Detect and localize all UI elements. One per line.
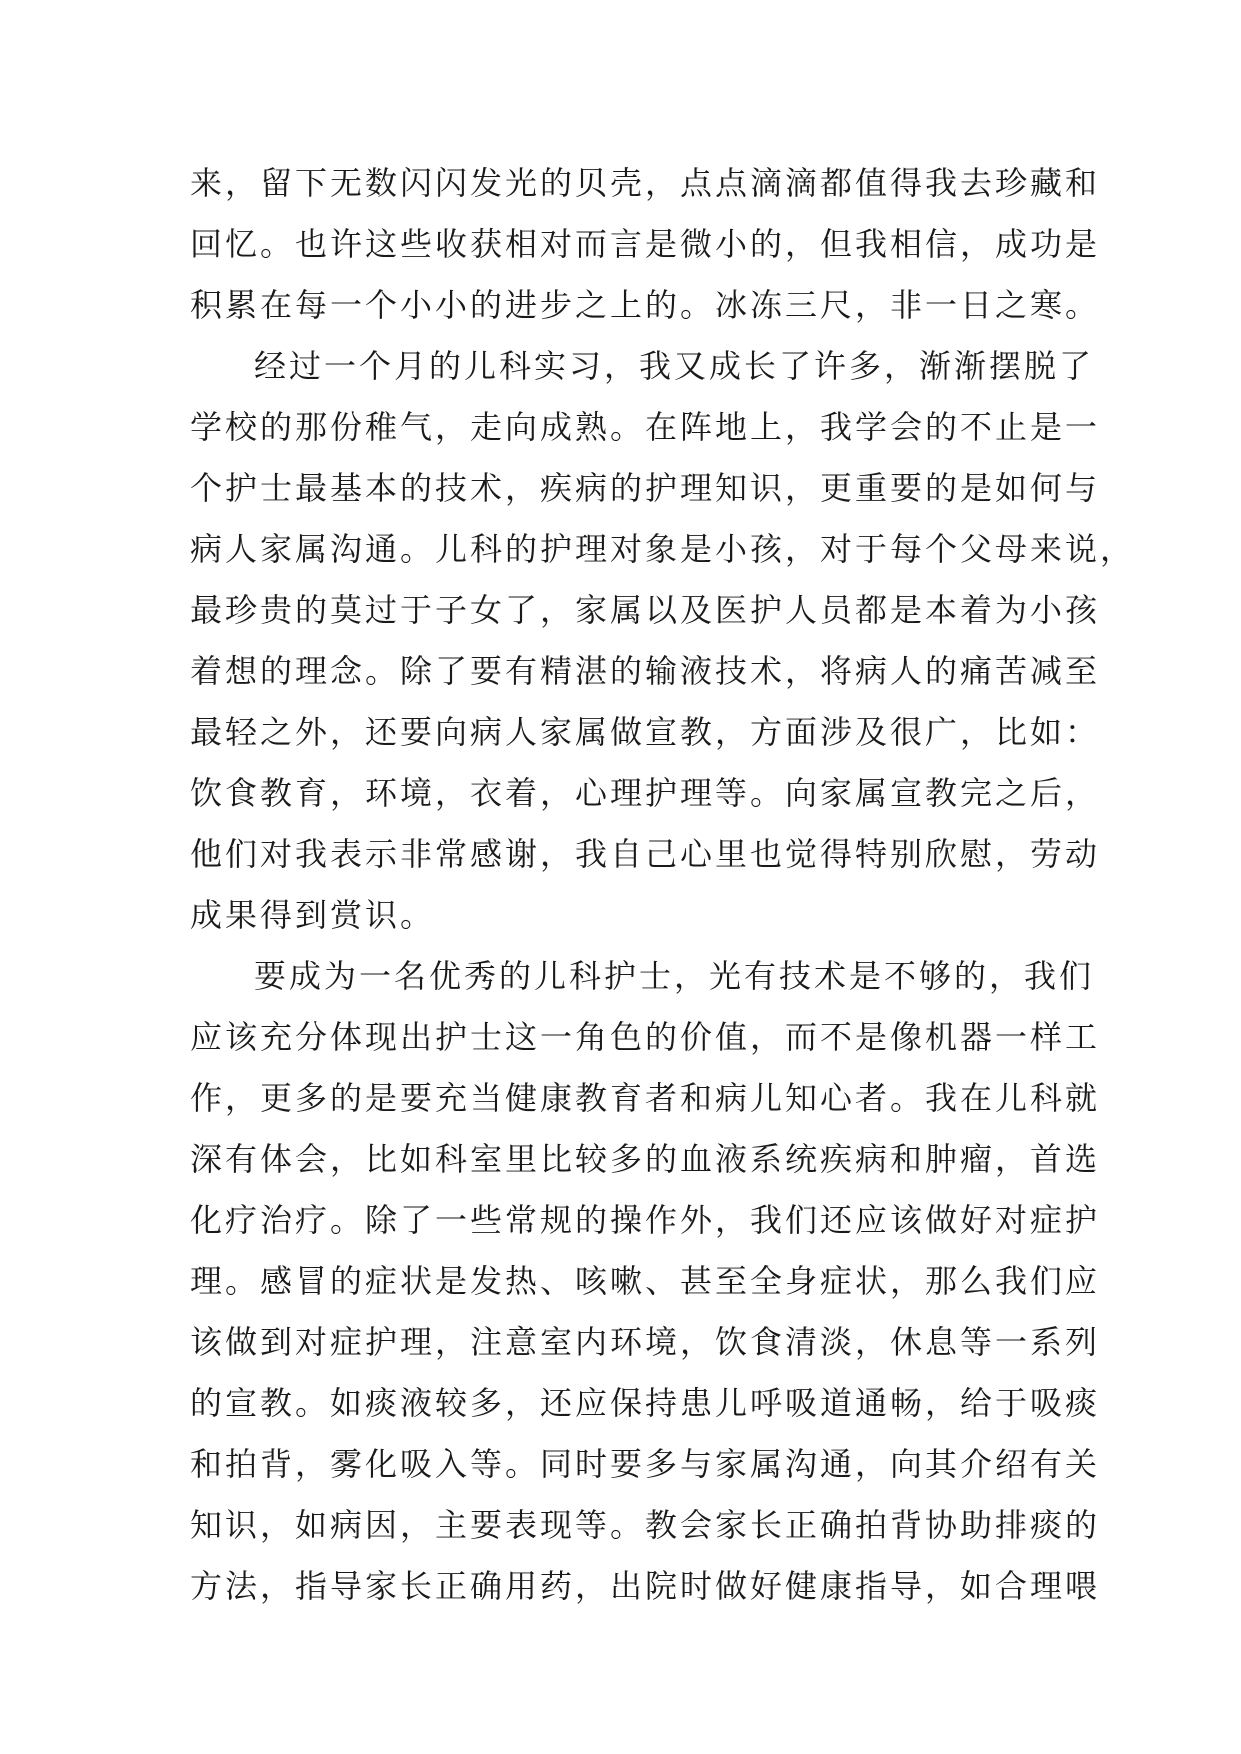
- text-line: 化疗治疗。除了一些常规的操作外，我们还应该做好对症护: [190, 1201, 1101, 1239]
- text-line: 饮食教育，环境，衣着，心理护理等。向家属宣教完之后，: [190, 774, 1101, 812]
- text-line: 来，留下无数闪闪发光的贝壳，点点滴滴都值得我去珍藏和: [190, 164, 1101, 202]
- text-line: 知识，如病因，主要表现等。教会家长正确拍背协助排痰的: [190, 1506, 1101, 1544]
- text-line: 深有体会，比如科室里比较多的血液系统疾病和肿瘤，首选: [190, 1140, 1101, 1178]
- text-line: 要成为一名优秀的儿科护士，光有技术是不够的，我们: [254, 957, 1095, 995]
- text-line: 经过一个月的儿科实习，我又成长了许多，渐渐摆脱了: [254, 347, 1095, 385]
- text-line: 最珍贵的莫过于子女了，家属以及医护人员都是本着为小孩: [190, 591, 1101, 629]
- text-line: 的宣教。如痰液较多，还应保持患儿呼吸道通畅，给于吸痰: [190, 1384, 1101, 1422]
- text-line: 作，更多的是要充当健康教育者和病儿知心者。我在儿科就: [190, 1079, 1101, 1117]
- text-line: 积累在每一个小小的进步之上的。冰冻三尺，非一日之寒。: [190, 286, 1101, 324]
- text-line: 病人家属沟通。儿科的护理对象是小孩，对于每个父母来说，: [190, 530, 1136, 568]
- text-line: 着想的理念。除了要有精湛的输液技术，将病人的痛苦减至: [190, 652, 1101, 690]
- text-line: 学校的那份稚气，走向成熟。在阵地上，我学会的不止是一: [190, 408, 1101, 446]
- text-line: 他们对我表示非常感谢，我自己心里也觉得特别欣慰，劳动: [190, 835, 1101, 873]
- text-line: 理。感冒的症状是发热、咳嗽、甚至全身症状，那么我们应: [190, 1262, 1101, 1300]
- body-text: [190, 153, 1136, 1617]
- text-line: 个护士最基本的技术，疾病的护理知识，更重要的是如何与: [190, 469, 1101, 507]
- text-line: 该做到对症护理，注意室内环境，饮食清淡，休息等一系列: [190, 1323, 1101, 1361]
- text-line: 成果得到赏识。: [190, 896, 436, 934]
- text-line: 回忆。也许这些收获相对而言是微小的，但我相信，成功是: [190, 225, 1101, 263]
- text-line: 方法，指导家长正确用药，出院时做好健康指导，如合理喂: [190, 1567, 1101, 1605]
- text-line: 应该充分体现出护士这一角色的价值，而不是像机器一样工: [190, 1018, 1101, 1056]
- text-line: 最轻之外，还要向病人家属做宣教，方面涉及很广，比如：: [190, 713, 1101, 751]
- text-line: 和拍背，雾化吸入等。同时要多与家属沟通，向其介绍有关: [190, 1445, 1101, 1483]
